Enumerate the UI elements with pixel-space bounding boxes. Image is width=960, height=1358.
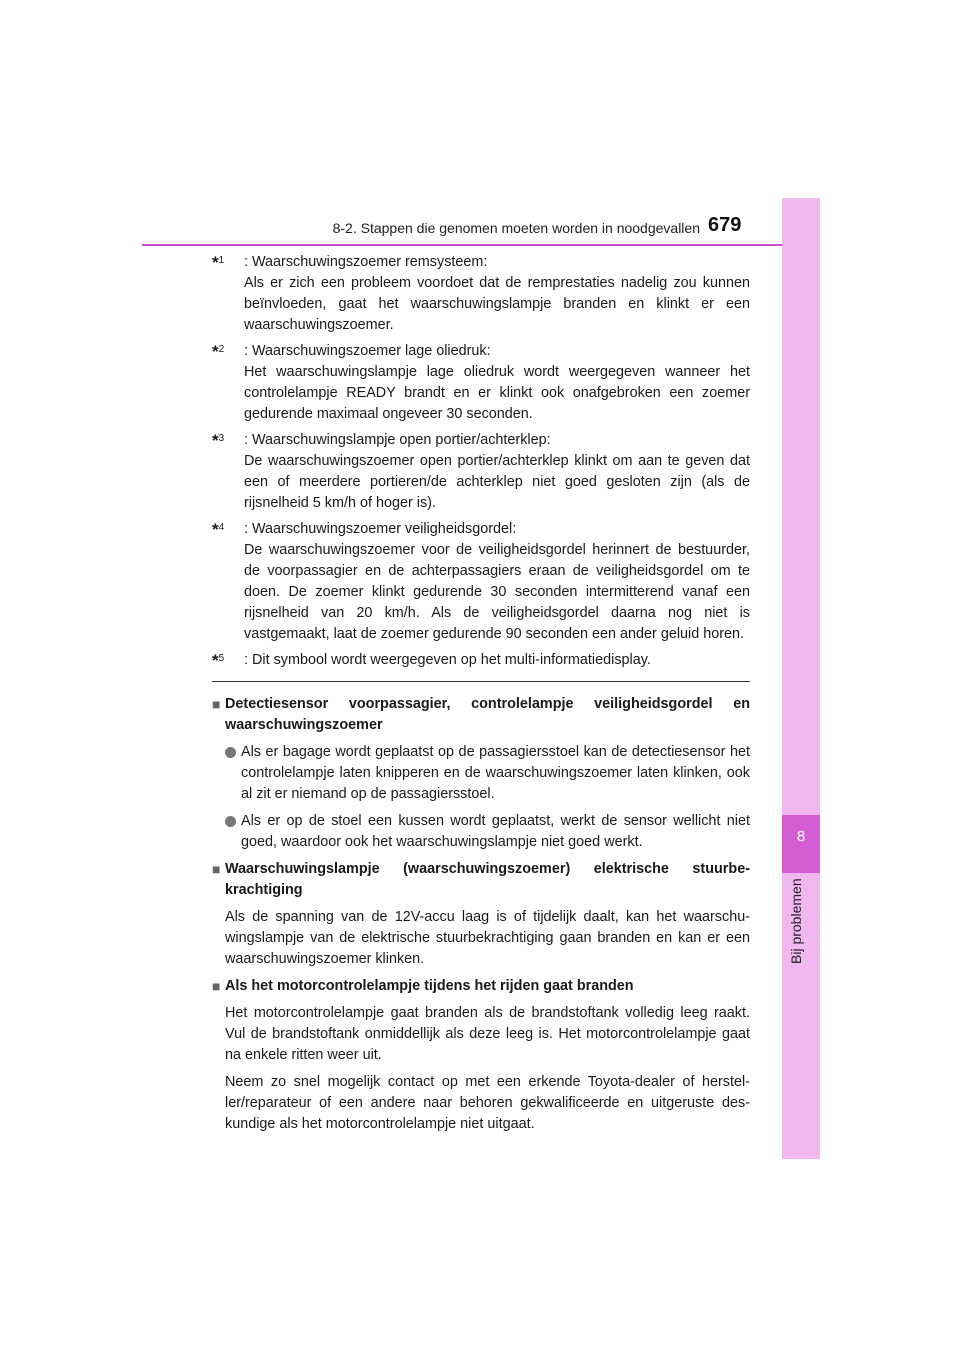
footnote-3 — [212, 430, 750, 514]
header-title: 8-2. Stappen die genomen moeten worden in noodgevallen — [332, 220, 700, 236]
section-title: Als het motorcontrolelampje tijdens het rijden gaat branden — [225, 978, 634, 994]
section-title: Waarschuwingslampje (waarschuwingszoemer) elektrische stuurbekrachtiging — [225, 861, 750, 898]
footnote-body: Als er zich een probleem voordoet dat de remprestaties nadelig zou kunnen beïnvloeden, gaat het waarschuwingslampje branden en klinkt er een waarschuwingszoemer. — [244, 275, 750, 333]
footnote-marker: *$^2$ — [212, 342, 225, 361]
header-divider — [142, 244, 820, 246]
footnote-title: : Waarschuwingszoemer veiligheidsgordel: — [244, 521, 517, 537]
footnote-body: Het waarschuwingslampje lage oliedruk wordt weergegeven wanneer het controlelampje READY brandt en er klinkt ook onafgebroken een zoemer gedurende maximaal ongeveer 30 seconden. — [244, 364, 750, 422]
footnote-4 — [212, 519, 750, 645]
footnote-body: De waarschuwingszoemer voor de veiligheidsgordel herinnert de bestuurder, de voorpassagier en de achterpassagiers eraan de veiligheidsgordel om te doen. De zoemer klinkt gedurende 30 seconden intermitterend vanaf een rijsnelheid van 20 km/h. Als de veiligheidsgordel daarna nog niet is vastgemaakt, laat de zoemer gedurende 90 seconden een ander geluid horen. — [244, 542, 750, 642]
footnote-2 — [212, 341, 750, 425]
list-item — [225, 811, 750, 853]
footnote-5 — [212, 650, 750, 671]
section-passenger-sensor — [212, 694, 750, 853]
chapter-label: Bij problemen — [788, 878, 804, 964]
square-marker-icon: ■ — [212, 978, 221, 994]
bullet-icon — [225, 816, 236, 827]
section-paragraph: Als de spanning van de 12V-accu laag is of tijdelijk daalt, kan het waarschuwingslampje van de elektrische stuurbekrachtiging gaan branden en kan er een waarschuwingszoemer klinken. — [225, 909, 750, 967]
footnote-body: De waarschuwingszoemer open portier/achterklep klinkt om aan te geven dat een of meerdere portieren/de achterklep niet goed gesloten zijn (als de rijsnelheid 5 km/h of hoger is). — [244, 453, 750, 511]
section-engine-light — [212, 976, 750, 1135]
section-title: Detectiesensor voorpassagier, controlelampje veiligheidsgordel en waarschuwingszoemer — [225, 696, 750, 733]
bullet-text: Als er op de stoel een kussen wordt geplaatst, werkt de sensor wellicht niet goed, waardoor ook het waarschuwingslampje niet goed werkt. — [241, 813, 750, 850]
chapter-side-tab[interactable] — [782, 198, 820, 1159]
bullet-text: Als er bagage wordt geplaatst op de passagiersstoel kan de detectiesensor het controlelampje laten knipperen en de waarschuwingszoemer laten klinken, ook al zit er niemand op de passagiersstoel. — [241, 744, 750, 802]
footnote-title: : Waarschuwingszoemer remsysteem: — [244, 254, 488, 270]
section-paragraph: Neem zo snel mogelijk contact op met een erkende Toyota-dealer of hersteller/reparateur of een andere naar behoren gekwalificeerde en uitgeruste deskundige als het motorcontrolelampje niet uitgaat. — [225, 1074, 750, 1132]
square-marker-icon: ■ — [212, 696, 221, 712]
section-power-steering — [212, 859, 750, 970]
list-item — [225, 742, 750, 805]
footnote-marker: *$^1$ — [212, 253, 225, 272]
footnote-title: : Waarschuwingslampje open portier/achterklep: — [244, 432, 551, 448]
footnote-title: : Waarschuwingszoemer lage oliedruk: — [244, 343, 491, 359]
footnote-marker: *$^4$ — [212, 520, 225, 539]
page-number: 679 — [708, 214, 742, 236]
square-marker-icon: ■ — [212, 861, 221, 877]
chapter-number: 8 — [796, 828, 806, 845]
section-paragraph: Het motorcontrolelampje gaat branden als de brandstoftank volledig leeg raakt. Vul de brandstoftank onmiddellijk als deze leeg is. Het motorcontrolelampje gaat na enkele ritten weer uit. — [225, 1005, 750, 1063]
footnote-marker: *$^3$ — [212, 431, 225, 450]
bullet-icon — [225, 747, 236, 758]
footnote-title: : Dit symbool wordt weergegeven op het multi-informatiedisplay. — [244, 652, 651, 668]
footnote-1 — [212, 252, 750, 336]
footnote-marker: *$^5$ — [212, 651, 225, 670]
page-content — [212, 252, 750, 1141]
section-divider — [212, 681, 750, 682]
